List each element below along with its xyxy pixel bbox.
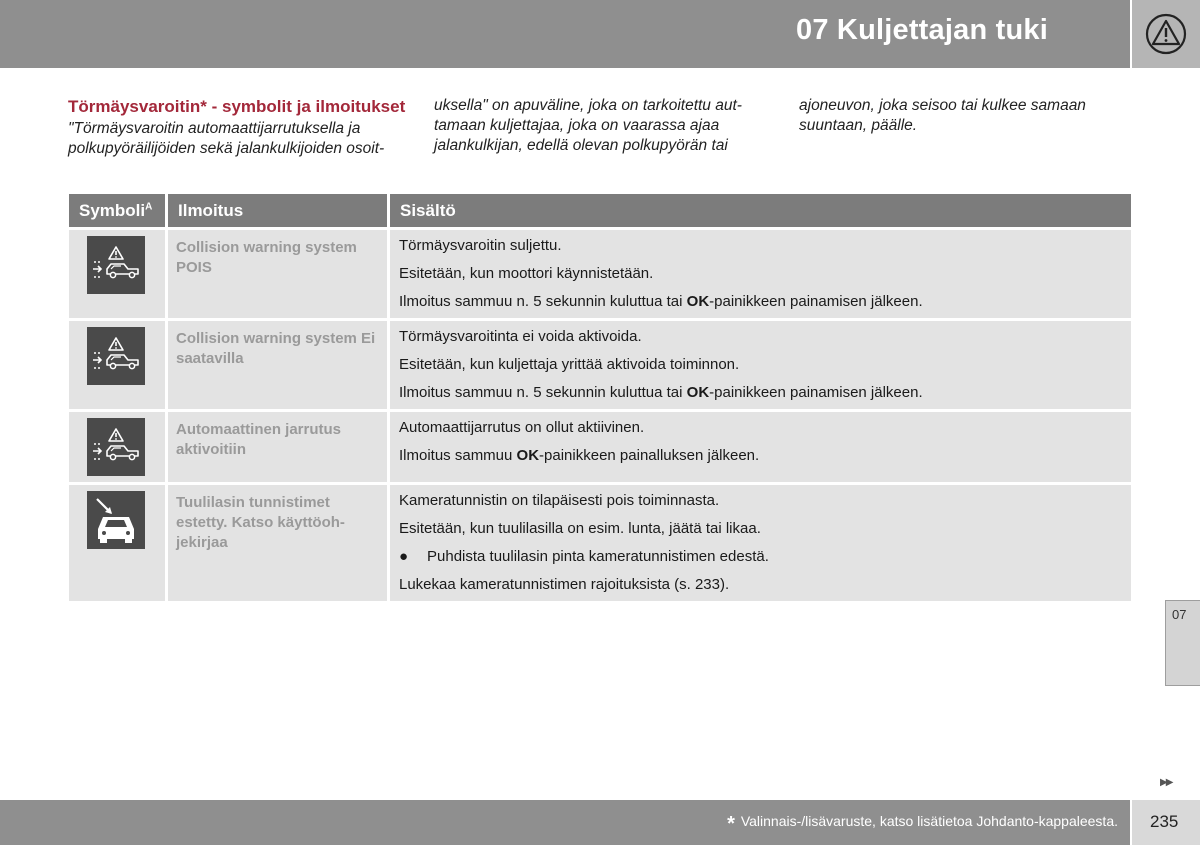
symbol-cell (69, 409, 165, 482)
next-page-arrows-icon[interactable]: ▶▶ (1160, 777, 1172, 788)
header-symbol: Symboli$^A$ (69, 194, 165, 227)
collision-warning-icon (87, 327, 145, 385)
symbol-cell (69, 318, 165, 409)
message-cell: Collision warning system Ei saatavilla (165, 318, 387, 409)
chapter-side-tab[interactable] (1165, 600, 1200, 686)
content-cell (387, 318, 1131, 409)
table-row (69, 409, 1131, 482)
content-line: Esitetään, kun moottori käynnistetään. (399, 265, 654, 282)
warning-triangle-icon (1144, 12, 1188, 56)
message-cell: Tuulilasin tunnistimet estetty. Katso käyttöoh-jekirjaa (165, 482, 387, 601)
bullet-dot-icon: ● (399, 548, 409, 565)
symbol-cell (69, 482, 165, 601)
footer-bar (0, 800, 1130, 845)
page-number: 235 (1150, 812, 1179, 831)
intro-text-1: "Törmäysvaroitin automaattijarrutuksella ja polkupyöräilijöiden sekä jalankulkijoiden osoit- (68, 120, 385, 157)
header-bar (0, 0, 1130, 68)
message-cell: Automaattinen jarrutus aktivoitiin (165, 409, 387, 482)
page-number-box (1132, 800, 1200, 845)
content-line: Automaattijarrutus on ollut aktiivinen. (399, 419, 645, 436)
intro-column-3 (799, 96, 1119, 136)
content-line: Törmäysvaroitinta ei voida aktivoida. (399, 328, 642, 345)
header-content: Sisältö (387, 194, 1131, 227)
bullet-item: ● Puhdista tuulilasin pinta kameratunnistimen edestä. (399, 548, 769, 565)
chapter-icon-box (1132, 0, 1200, 68)
intro-column-1 (68, 96, 408, 159)
section-heading: Törmäysvaroitin* - symbolit ja ilmoitukset (68, 97, 406, 116)
intro-text-2: uksella" on apuväline, joka on tarkoitettu aut-tamaan kuljettajaa, joka on vaarassa ajaa jalankulkijan, edellä olevan polkupyörän tai (434, 97, 742, 154)
table-row (69, 318, 1131, 409)
content-cell (387, 409, 1131, 482)
symbol-cell (69, 227, 165, 318)
header-message: Ilmoitus (165, 194, 387, 227)
content-cell (387, 227, 1131, 318)
content-line: Ilmoitus sammuu OK-painikkeen painalluksen jälkeen. (399, 447, 760, 464)
content-line: Törmäysvaroitin suljettu. (399, 237, 562, 254)
windshield-sensor-icon (87, 491, 145, 549)
content-line: Lukekaa kameratunnistimen rajoituksista (s. 233). (399, 576, 730, 593)
table-header-row (69, 194, 1131, 227)
collision-warning-icon (87, 236, 145, 294)
content-line: Kameratunnistin on tilapäisesti pois toiminnasta. (399, 492, 720, 509)
content-line: Ilmoitus sammuu n. 5 sekunnin kuluttua tai OK-painikkeen painamisen jälkeen. (399, 384, 923, 401)
content-cell (387, 482, 1131, 601)
footer-note: * Valinnais-/lisävaruste, katso lisätietoa Johdanto-kappaleesta. (727, 813, 1118, 835)
symbols-table (69, 194, 1131, 601)
content-line: Esitetään, kun tuulilasilla on esim. lunta, jäätä tai likaa. (399, 520, 761, 537)
intro-column-2 (434, 96, 774, 156)
content-line: Esitetään, kun kuljettaja yrittää aktivoida toiminnon. (399, 356, 740, 373)
side-tab-label: 07 (1172, 607, 1187, 622)
collision-warning-icon (87, 418, 145, 476)
content-line: Ilmoitus sammuu n. 5 sekunnin kuluttua tai OK-painikkeen painamisen jälkeen. (399, 293, 923, 310)
table-row (69, 482, 1131, 601)
chapter-title: 07 Kuljettajan tuki (796, 14, 1048, 46)
intro-text-3: ajoneuvon, joka seisoo tai kulkee samaan suuntaan, päälle. (799, 97, 1086, 134)
table-row (69, 227, 1131, 318)
message-cell: Collision warning system POIS (165, 227, 387, 318)
